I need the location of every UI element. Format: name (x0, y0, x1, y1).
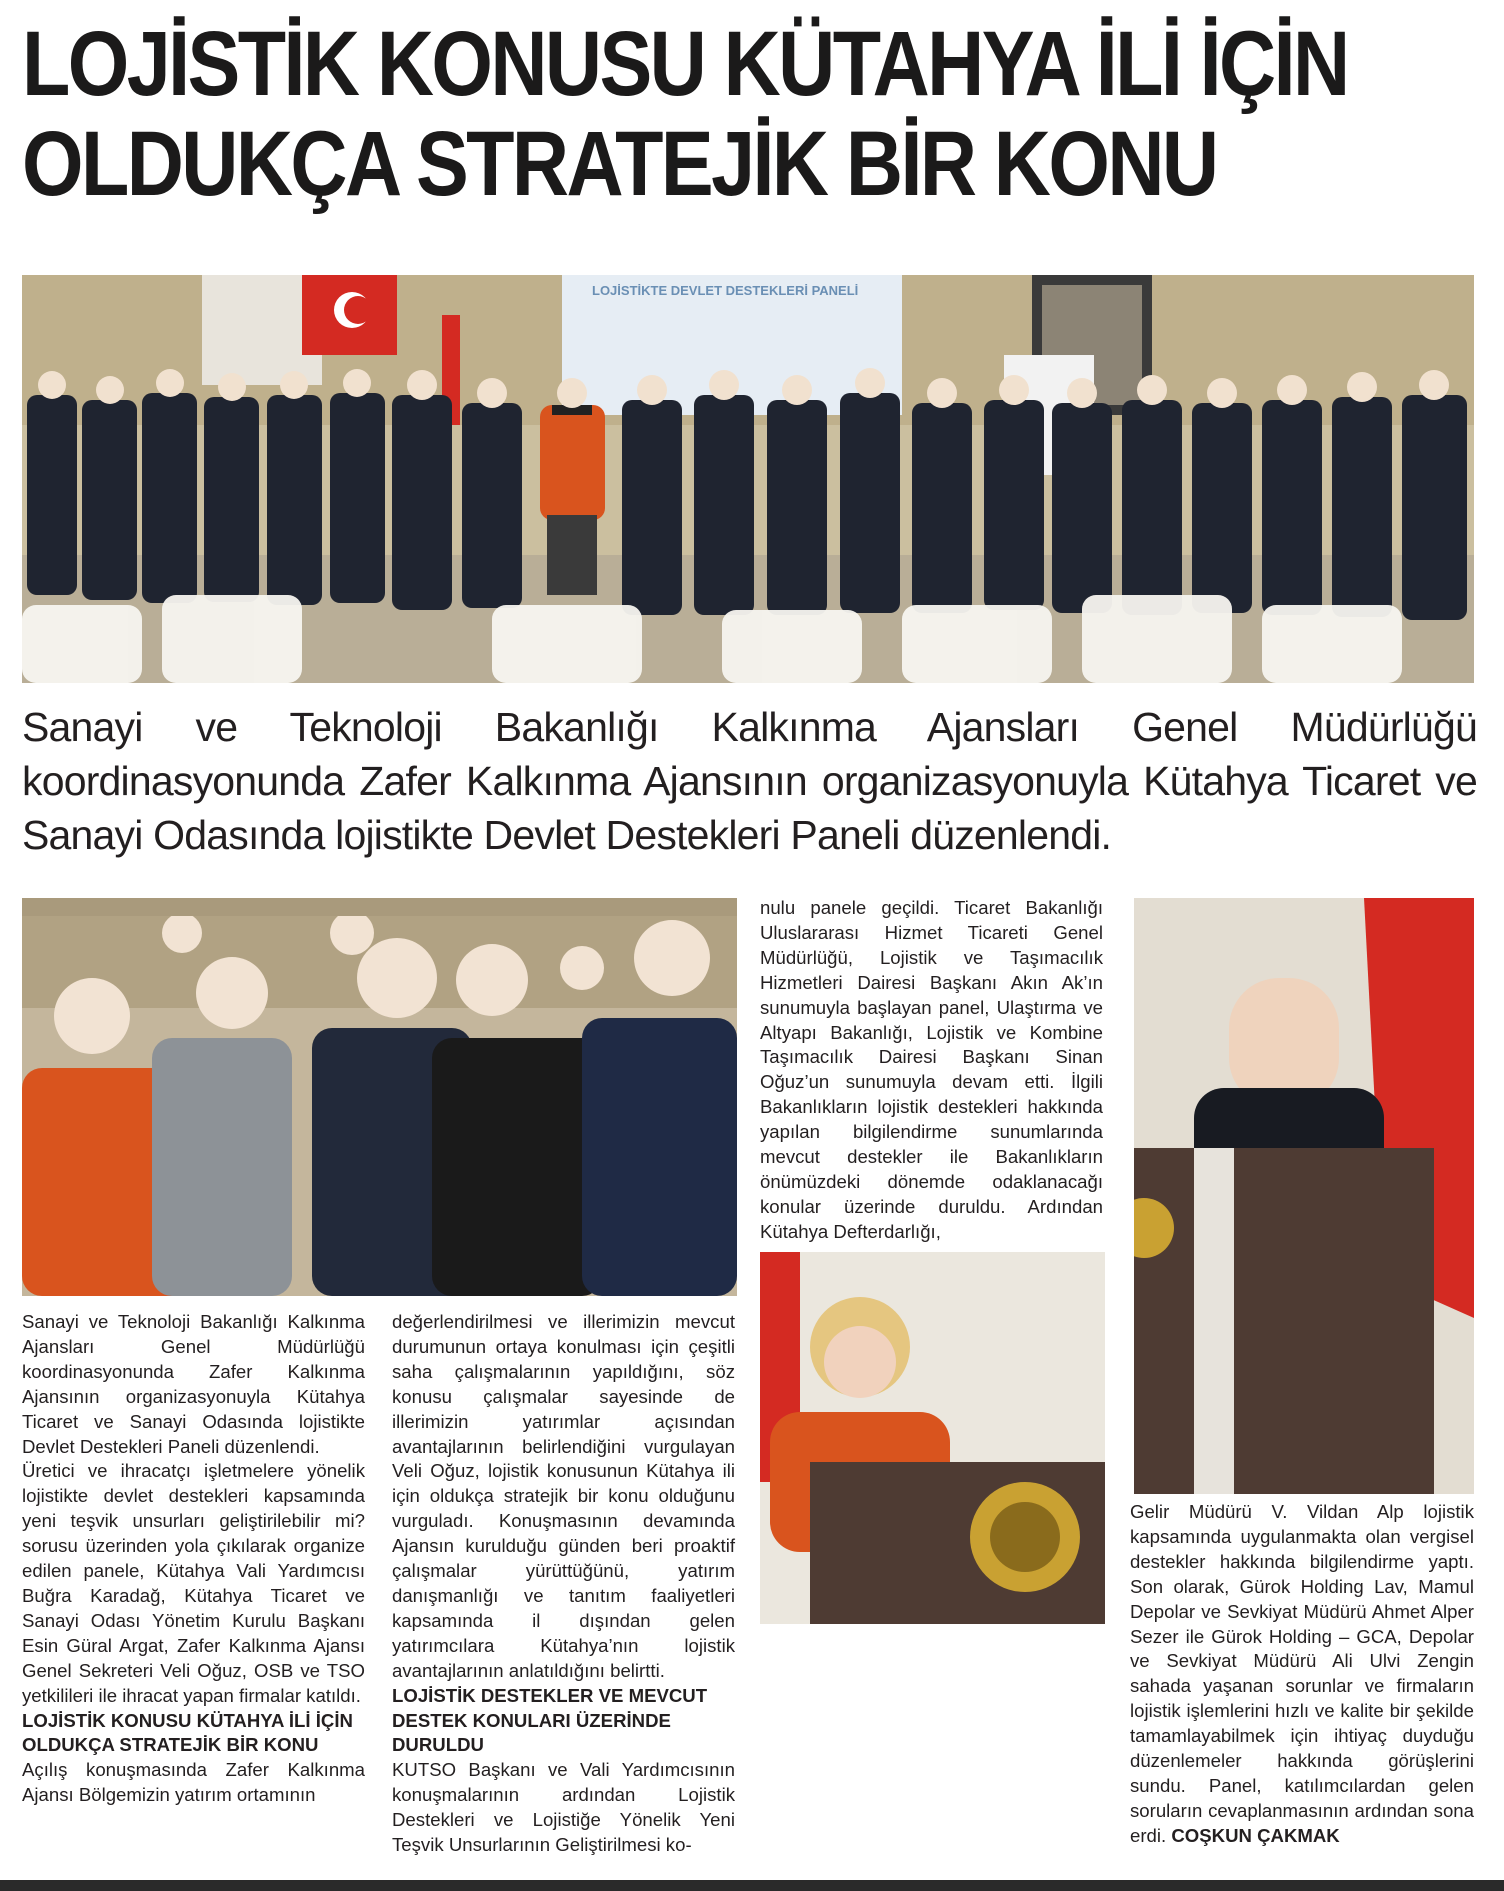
col1-paragraph-3: Açılış konuşmasında Zafer Kalkınma Ajansı Bölgemizin yatırım ortamının (22, 1759, 365, 1806)
column-1 (22, 1310, 365, 1808)
col3-paragraph-1: nulu panele geçildi. Ticaret Bakanlığı Uluslararası Hizmet Ticareti Genel Müdürlüğü, Lojistik ve Taşımacılık Hizmetleri Dairesi Başkanı Akın Ak’ın sunumuyla başlayan panel, Ulaştırma ve Altyapı Bakanlığı, Lojistik ve Kombine Taşımacılık Dairesi Başkanı Sinan Oğuz’un sunumuyla devam etti. İlgili Bakanlıkların lojistik destekleri hakkında yapılan bilgilendirme sunumlarında mevcut destekler ile Bakanlıkların önümüzdeki dönemde odaklanacağı konular üzerinde duruldu. Ardından Kütahya Defterdarlığı, (760, 897, 1103, 1242)
col1-paragraph-2: Üretici ve ihracatçı işletmelere yönelik lojistikte devlet destekleri kapsamında yeni teşvik unsurları geliştirilebilir mi? sorusu üzerinden yola çıkılarak organize edilen panele, Kütahya Vali Yardımcısı Buğra Karadağ, Kütahya Ticaret ve Sanayi Odası Yönetim Kurulu Başkanı Esin Güral Argat, Zafer Kalkınma Ajansı Genel Sekreteri Veli Oğuz, OSB ve TSO yetkilileri ile ihracat yapan firmalar katıldı. (22, 1460, 365, 1706)
headline-line-1: LOJİSTİK KONUSU KÜTAHYA İLİ İÇİN (22, 13, 1348, 115)
speaker-woman-photo (760, 1252, 1105, 1624)
bottom-rule (0, 1880, 1504, 1891)
column-4 (1130, 1500, 1474, 1849)
speaker-man-illustration (1134, 898, 1474, 1494)
col4-paragraph-1 (1130, 1500, 1474, 1849)
screen-title: LOJİSTİKTE DEVLET DESTEKLERİ PANELİ (592, 283, 859, 298)
speaker-woman-illustration (760, 1252, 1105, 1624)
group-photo (22, 275, 1474, 683)
subhead-2: LOJİSTİK DESTEKLER VE MEVCUT DESTEK KONULARI ÜZERİNDE DURULDU (392, 1684, 708, 1756)
audience-photo (22, 898, 737, 1296)
speaker-man-photo (1134, 898, 1474, 1494)
audience-photo-illustration (22, 898, 737, 1296)
column-2 (392, 1310, 735, 1858)
group-photo-illustration (22, 275, 1474, 683)
headline (22, 13, 1348, 215)
headline-line-2: OLDUKÇA STRATEJİK BİR KONU (22, 113, 1217, 215)
byline: COŞKUN ÇAKMAK (1171, 1824, 1340, 1846)
column-3 (760, 896, 1103, 1245)
col2-paragraph-2: KUTSO Başkanı ve Vali Yardımcısının konuşmalarının ardından Lojistik Destekleri ve Lojistiğe Yönelik Yeni Teşvik Unsurlarının Geliştirilmesi ko- (392, 1759, 735, 1856)
col2-paragraph-1: değerlendirilmesi ve illerimizin mevcut durumunun ortaya konulması için çeşitli saha çalışmalarının yapıldığını, söz konusu çalışmalar sayesinde de illerimizin yatırımlar açısından avantajlarının belirlendiğini vurgulayan Veli Oğuz, lojistik konusunun Kütahya ili için oldukça stratejik bir konu olduğunu vurguladı. Konuşmasının devamında Ajansın kurulduğu günden beri proaktif çalışmalar yürüttüğünü, yatırım danışmanlığı ve tanıtım faaliyetleri kapsamında il dışından gelen yatırımcılara Kütahya’nın lojistik avantajlarının anlatıldığını belirtti. (392, 1311, 735, 1681)
subhead-1: LOJİSTİK KONUSU KÜTAHYA İLİ İÇİN OLDUKÇA STRATEJİK BİR KONU (22, 1709, 353, 1756)
lede-paragraph: Sanayi ve Teknoloji Bakanlığı Kalkınma Ajansları Genel Müdürlüğü koordinasyonunda Zafer Kalkınma Ajansının organizasyonuyla Kütahya Ticaret ve Sanayi Odasında lojistikte Devlet Destekleri Paneli düzenlendi. (22, 704, 1477, 858)
col4-text: Gelir Müdürü V. Vildan Alp lojistik kapsamında uygulanmakta olan vergisel destekler hakkında bilgilendirme yaptı. Son olarak, Gürok Holding Lav, Mamul Depolar ve Sevkiyat Müdürü Ahmet Alper Sezer ile Gürok Holding – GCA, Depolar ve Sevkiyat Müdürü Ali Ulvi Zengin sahada yaşanan sorunlar ve firmaların lojistik işlemlerini hızlı ve kalite bir şekilde tamamlayabilmek için ihtiyaç duyduğu düzenlemeler hakkında görüşlerini sundu. Panel, katılımcılardan gelen soruların cevaplanmasının ardından sona erdi. (1130, 1501, 1474, 1846)
col1-paragraph-1: Sanayi ve Teknoloji Bakanlığı Kalkınma Ajansları Genel Müdürlüğü koordinasyonunda Zafer Kalkınma Ajansının organizasyonuyla Kütahya Ticaret ve Sanayi Odasında lojistikte Devlet Destekleri Paneli düzenlendi. (22, 1311, 365, 1457)
